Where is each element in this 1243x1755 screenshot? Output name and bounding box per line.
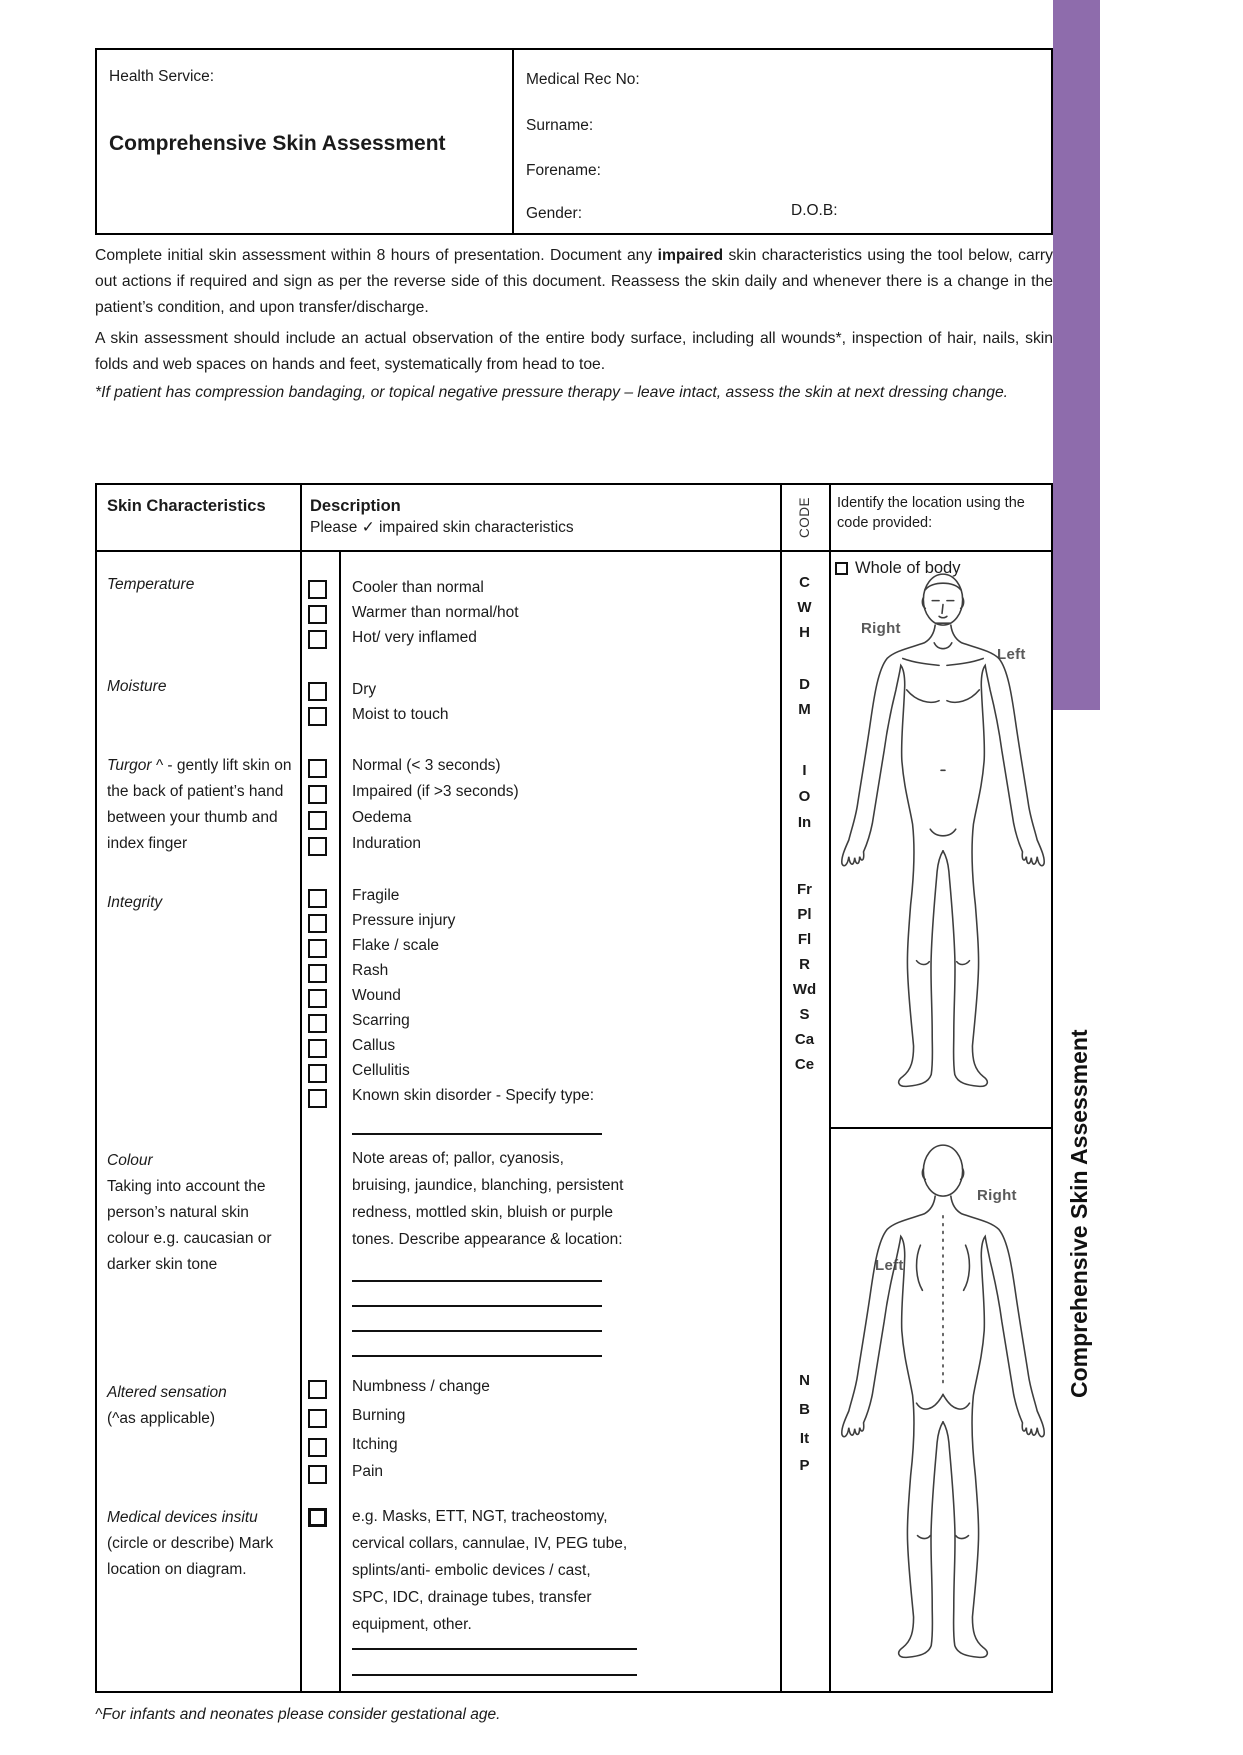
checkbox-itching[interactable]	[308, 1438, 327, 1457]
medical-devices-write-line-2[interactable]	[352, 1674, 637, 1676]
back-body-diagram[interactable]	[839, 1135, 1047, 1687]
characteristics-column	[97, 550, 300, 1691]
checkbox-warmer-than-normal[interactable]	[308, 605, 327, 624]
checkbox-numbness-change[interactable]	[308, 1380, 327, 1399]
option-label: Wound	[352, 987, 401, 1004]
instruction-paragraph-3: *If patient has compression bandaging, or topical negative pressure therapy – leave intact, assess the skin at next dressing change.	[95, 384, 1009, 401]
code-letter-r: R	[799, 956, 810, 973]
option-label: Moist to touch	[352, 706, 449, 723]
checkbox-dry[interactable]	[308, 682, 327, 701]
instruction-paragraph-2: A skin assessment should include an actual observation of the entire body surface, including all wounds*, inspection of hair, nails, skin folds and web spaces on hands and feet, systematically from head to toe.	[95, 330, 1053, 373]
instruction-paragraph-1: Complete initial skin assessment within 8 hours of presentation. Document any impaired skin characteristics using the tool below, carry out actions if required and sign as per the reverse side of this document. Reassess the skin daily and whenever there is a change in the patient’s condition, and upon transfer/discharge.	[95, 247, 1053, 316]
checkbox-turgor-normal[interactable]	[308, 759, 327, 778]
back-left-label: Left	[875, 1257, 904, 1274]
checkbox-induration[interactable]	[308, 837, 327, 856]
specify-type-line[interactable]	[352, 1133, 602, 1135]
option-label: Flake / scale	[352, 937, 440, 954]
front-right-label: Right	[861, 620, 901, 637]
option-label: Oedema	[352, 809, 412, 826]
medical-devices-note-line: splints/anti- embolic devices / cast,	[352, 1562, 591, 1579]
characteristics-header: Skin Characteristics	[107, 497, 266, 515]
medical-devices-write-line-1[interactable]	[352, 1648, 637, 1650]
table-body	[97, 550, 1051, 1691]
checkbox-known-skin-disorder[interactable]	[308, 1089, 327, 1108]
forename-row	[526, 159, 725, 180]
colour-note-line: tones. Describe appearance & location:	[352, 1231, 623, 1248]
checkbox-rash[interactable]	[308, 964, 327, 983]
checkbox-flake-scale[interactable]	[308, 939, 327, 958]
forename-label: Forename:	[526, 162, 601, 179]
checkbox-wound[interactable]	[308, 989, 327, 1008]
form-title: Comprehensive Skin Assessment	[109, 132, 446, 155]
dob-label: D.O.B:	[791, 202, 838, 219]
front-body-diagram[interactable]	[839, 564, 1047, 1116]
forename-field[interactable]	[605, 159, 725, 175]
colour-write-line-3[interactable]	[352, 1330, 602, 1332]
footnote: ^For infants and neonates please consider gestational age.	[95, 1706, 501, 1723]
option-label: Fragile	[352, 887, 400, 904]
colour-write-line-1[interactable]	[352, 1280, 602, 1282]
code-letter-pl: Pl	[797, 906, 812, 923]
temperature-label: Temperature	[107, 576, 195, 593]
code-letter-m: M	[798, 701, 811, 718]
checkbox-callus[interactable]	[308, 1039, 327, 1058]
checkbox-turgor-impaired[interactable]	[308, 785, 327, 804]
option-label: Known skin disorder - Specify type:	[352, 1087, 595, 1104]
description-header: Description Please ✓ impaired skin characteristics	[310, 497, 770, 537]
checkbox-fragile[interactable]	[308, 889, 327, 908]
code-letter-b: B	[799, 1401, 810, 1418]
header-divider	[512, 50, 514, 233]
option-label: Burning	[352, 1407, 406, 1424]
assessment-table	[95, 483, 1053, 1693]
option-label: Cellulitis	[352, 1062, 410, 1079]
checkbox-burning[interactable]	[308, 1409, 327, 1428]
option-label: Normal (< 3 seconds)	[352, 757, 501, 774]
code-header-cell	[780, 485, 829, 550]
medical-devices-label: Medical devices insitu (circle or describe) Mark location on diagram.	[107, 1509, 274, 1578]
option-label: Numbness / change	[352, 1378, 490, 1395]
colour-note-line: redness, mottled skin, bluish or purple	[352, 1204, 614, 1221]
code-letter-s: S	[799, 1006, 810, 1023]
accent-bar	[1053, 0, 1100, 710]
checkbox-pain[interactable]	[308, 1465, 327, 1484]
code-letter-in: In	[797, 814, 812, 831]
gender-label: Gender:	[526, 205, 583, 222]
option-label: Callus	[352, 1037, 396, 1054]
checkbox-oedema[interactable]	[308, 811, 327, 830]
option-label: Warmer than normal/hot	[352, 604, 519, 621]
dob-field[interactable]	[856, 202, 976, 218]
code-header: CODE	[796, 496, 812, 539]
back-body-figure	[842, 1145, 1044, 1657]
code-letter-ca: Ca	[794, 1031, 815, 1048]
front-left-label: Left	[997, 646, 1026, 663]
checkbox-cellulitis[interactable]	[308, 1064, 327, 1083]
code-letter-fl: Fl	[797, 931, 812, 948]
description-subheader: Please ✓ impaired skin characteristics	[310, 519, 574, 536]
code-letter-it: It	[799, 1430, 810, 1447]
code-letter-n: N	[799, 1372, 810, 1389]
code-letter-wd: Wd	[792, 981, 817, 998]
colour-note-line: bruising, jaundice, blanching, persistent	[352, 1177, 624, 1194]
checkbox-pressure-injury[interactable]	[308, 914, 327, 933]
medical-devices-note-line: cervical collars, cannulae, IV, PEG tube,	[352, 1535, 628, 1552]
medical-devices-note-line: equipment, other.	[352, 1616, 472, 1633]
code-letter-p: P	[799, 1457, 810, 1474]
checkbox-medical-devices[interactable]	[308, 1508, 327, 1527]
moisture-label: Moisture	[107, 678, 167, 695]
gender-field[interactable]	[586, 202, 706, 218]
option-label: Itching	[352, 1436, 398, 1453]
medical-devices-note-line: SPC, IDC, drainage tubes, transfer	[352, 1589, 592, 1606]
medical-rec-label: Medical Rec No:	[526, 71, 640, 88]
location-header: Identify the location using the code provided:	[837, 495, 1025, 531]
code-letter-d: D	[799, 676, 810, 693]
option-label: Dry	[352, 681, 377, 698]
colour-write-line-4[interactable]	[352, 1355, 602, 1357]
code-column	[780, 550, 829, 1691]
code-letter-fr: Fr	[797, 881, 812, 898]
turgor-label: Turgor ^ - gently lift skin on the back of patient’s hand between your thumb and index finger	[107, 757, 292, 852]
code-letter-c: C	[799, 574, 810, 591]
checkbox-moist-to-touch[interactable]	[308, 707, 327, 726]
medical-devices-note-line: e.g. Masks, ETT, NGT, tracheostomy,	[352, 1508, 608, 1525]
option-label: Cooler than normal	[352, 579, 484, 596]
code-letter-o: O	[798, 788, 811, 805]
code-letter-h: H	[799, 624, 810, 641]
surname-label: Surname:	[526, 117, 594, 134]
code-letter-w: W	[797, 599, 812, 616]
option-label: Rash	[352, 962, 389, 979]
option-label: Induration	[352, 835, 421, 852]
colour-label: Colour Taking into account the person’s natural skin colour e.g. caucasian or darker skin tone	[107, 1152, 272, 1273]
medical-rec-row	[526, 68, 764, 89]
altered-sensation-label: Altered sensation (^as applicable)	[107, 1384, 227, 1427]
checkbox-scarring[interactable]	[308, 1014, 327, 1033]
integrity-label: Integrity	[107, 894, 163, 911]
option-label: Pain	[352, 1463, 384, 1480]
location-column	[831, 550, 1055, 1691]
surname-field[interactable]	[598, 114, 718, 130]
colour-note-line: Note areas of; pallor, cyanosis,	[352, 1150, 564, 1167]
code-letter-ce: Ce	[794, 1056, 815, 1073]
header-box	[95, 48, 1053, 235]
checkbox-hot-very-inflamed[interactable]	[308, 630, 327, 649]
back-right-label: Right	[977, 1187, 1017, 1204]
option-label: Impaired (if >3 seconds)	[352, 783, 519, 800]
surname-row	[526, 114, 718, 135]
front-body-figure	[842, 574, 1044, 1086]
impaired-bold: impaired	[657, 247, 724, 264]
side-title: Comprehensive Skin Assessment	[1066, 1029, 1092, 1398]
code-letter-i: I	[802, 762, 807, 779]
option-label: Pressure injury	[352, 912, 456, 929]
health-service-label: Health Service:	[109, 68, 215, 85]
option-label: Hot/ very inflamed	[352, 629, 477, 646]
checkbox-cooler-than-normal[interactable]	[308, 580, 327, 599]
gender-dob-row	[526, 202, 838, 223]
whole-of-body-label: Whole of body	[855, 559, 961, 577]
medical-rec-field[interactable]	[644, 68, 764, 84]
colour-write-line-2[interactable]	[352, 1305, 602, 1307]
option-label: Scarring	[352, 1012, 410, 1029]
description-column	[300, 550, 780, 1691]
